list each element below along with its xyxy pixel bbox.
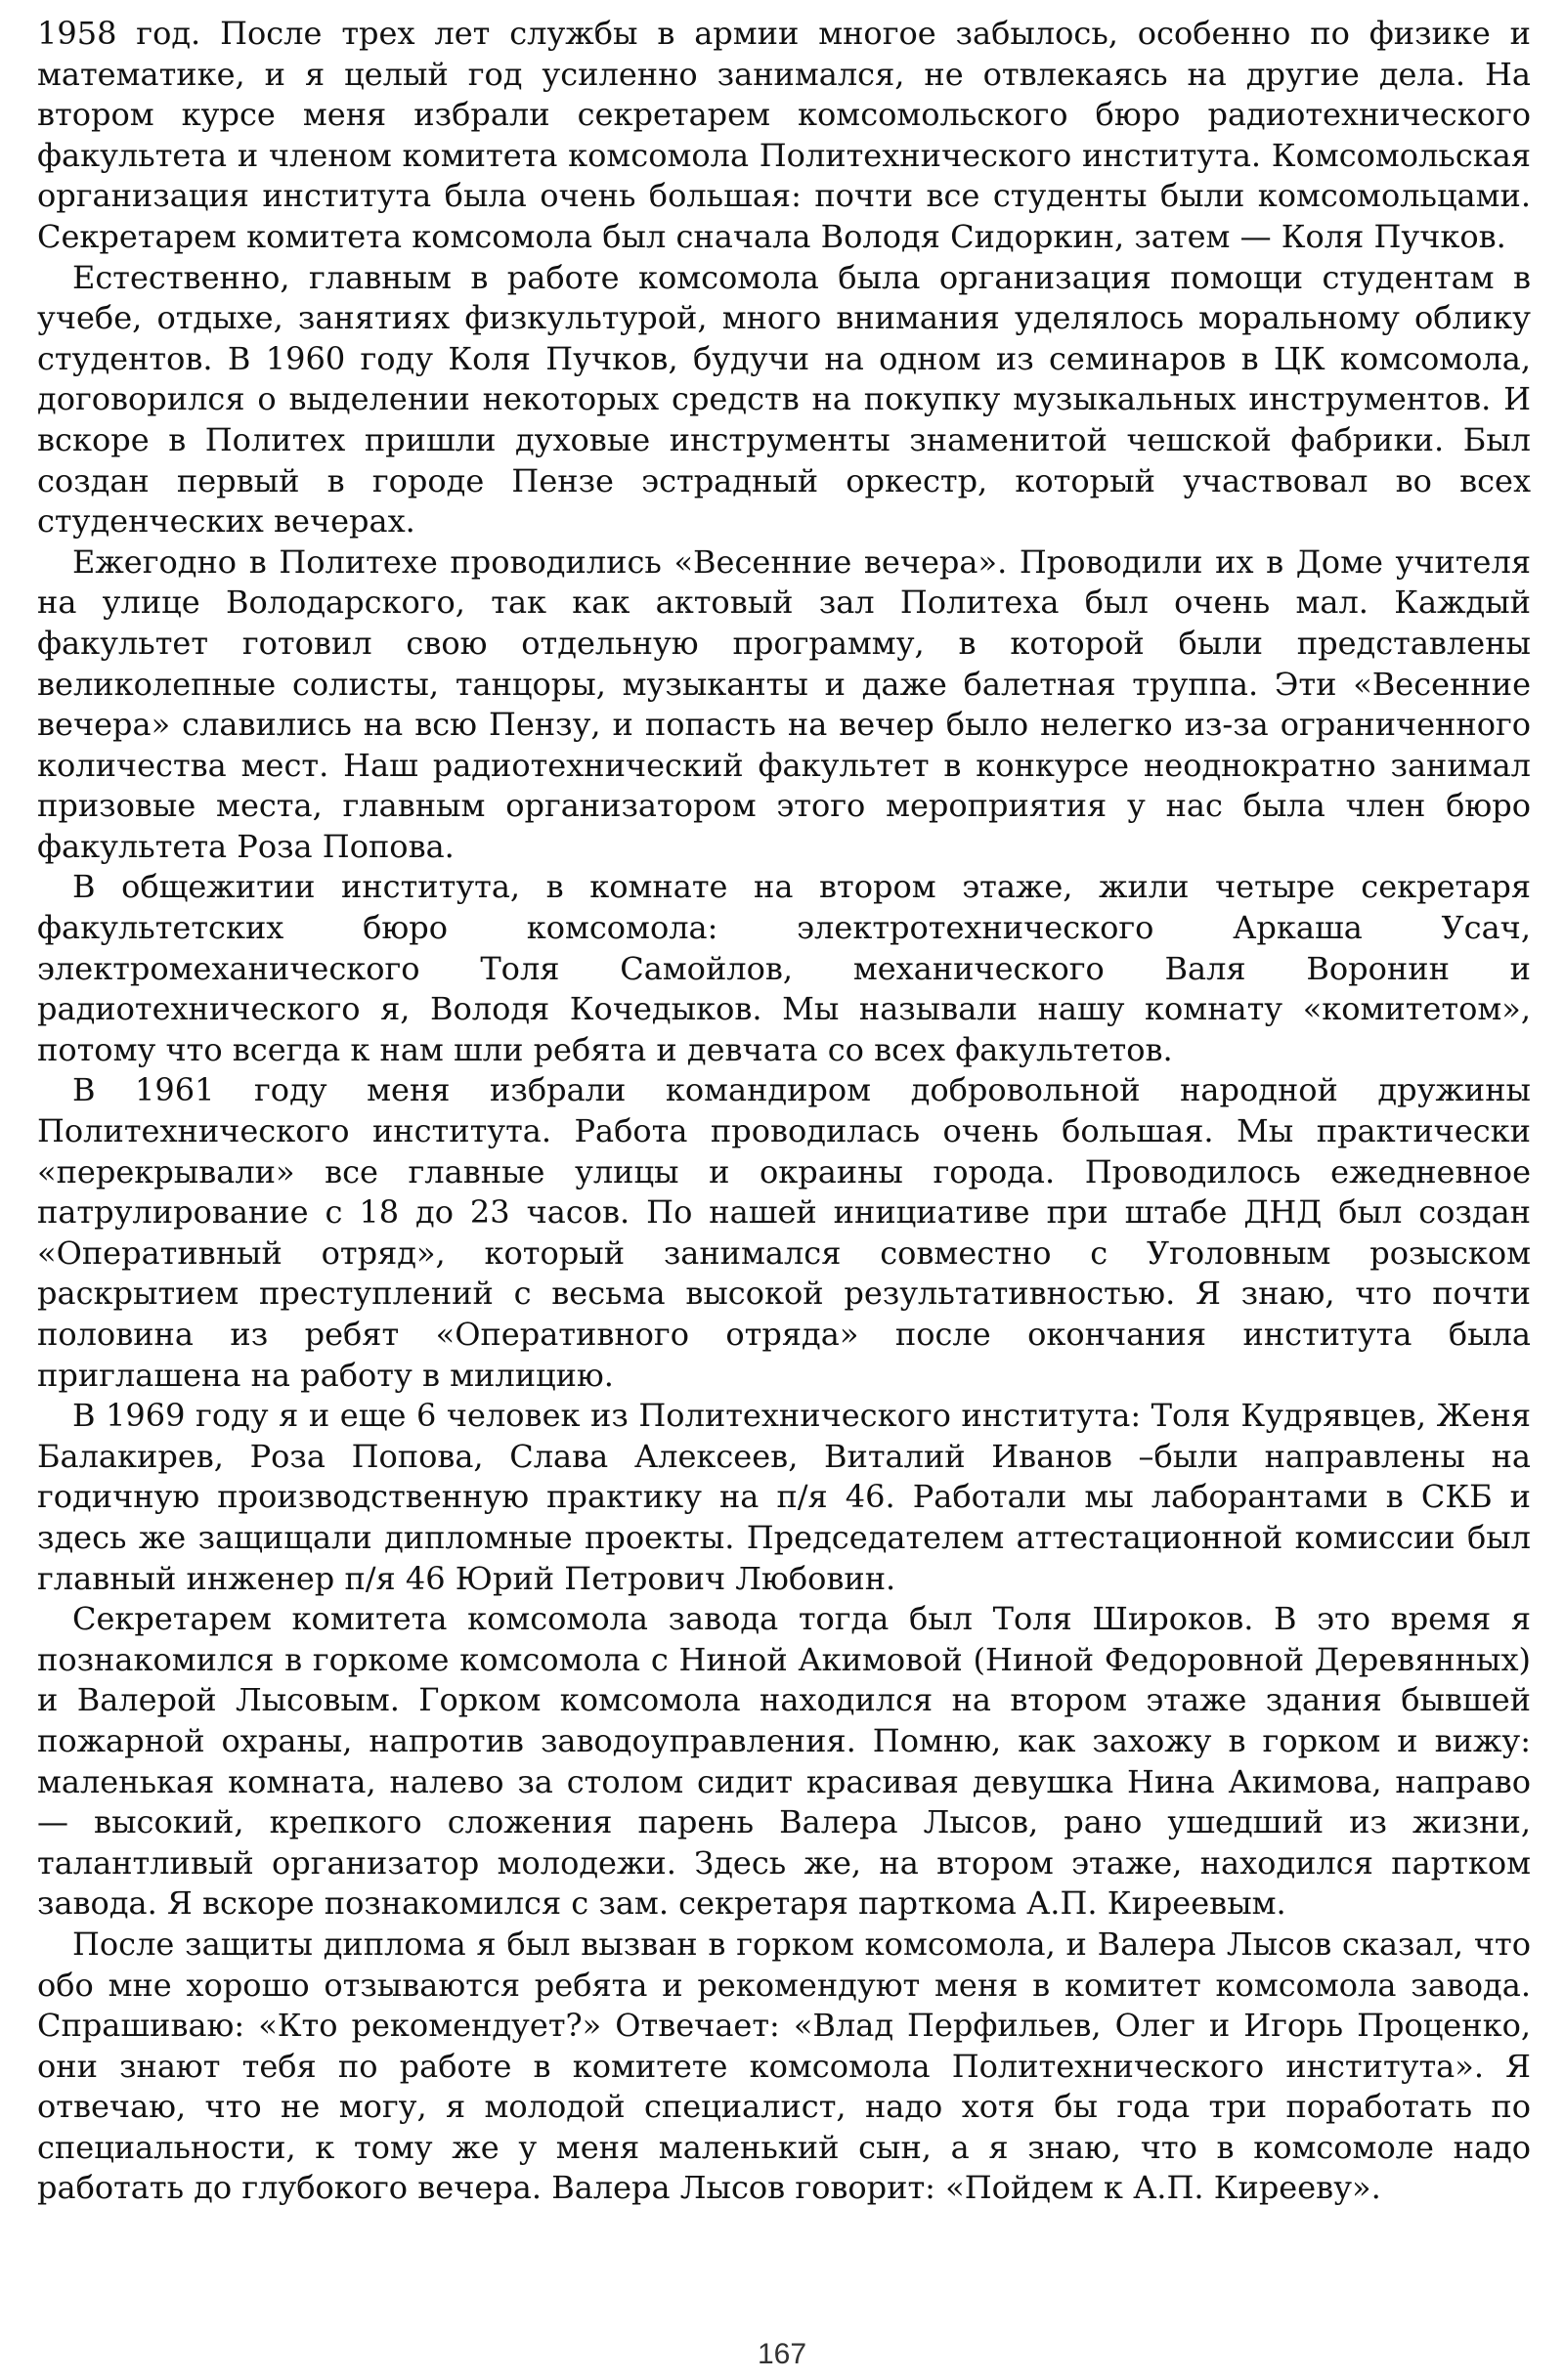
paragraph-1: 1958 год. После трех лет службы в армии многое забылось, особенно по физике и математике, и я целый год усиленно занимался, не отвлекаясь на другие дела. На втором курсе меня избрали секретарем комсомольского бюро радиотехнического факультета и членом комитета комсомола Политехнического института. Комсомольская организация института была очень большая: почти все студенты были комсомольцами. Секретарем комитета комсомола был сначала Володя Сидоркин, затем — Коля Пучков. bbox=[37, 15, 1531, 255]
paragraph-5: В 1961 году меня избрали командиром добровольной народной дружины Политехнического института. Работа проводилась очень большая. Мы практически «перекрывали» все главные улицы и окраины города. Проводилось ежедневное патрулирование с 18 до 23 часов. По нашей инициативе при штабе ДНД был создан «Оперативный отряд», который занимался совместно с Уголовным розыском раскрытием преступлений с весьма высокой результативностью. Я знаю, что почти половина из ребят «Оперативного отряда» после окончания института была приглашена на работу в милицию. bbox=[37, 1071, 1531, 1394]
paragraph-7: Секретарем комитета комсомола завода тогда был Толя Широков. В это время я познакомился в горкоме комсомола с Ниной Акимовой (Ниной Федоровной Деревянных) и Валерой Лысовым. Горком комсомола находился на втором этаже здания бывшей пожарной охраны, напротив заводоуправления. Помню, как захожу в горком и вижу: маленькая комната, налево за столом сидит красивая девушка Нина Акимова, направо — высокий, крепкого сложения парень Валера Лысов, рано ушедший из жизни, талантливый организатор молодежи. Здесь же, на втором этаже, находился партком завода. Я вскоре познакомился с зам. секретаря парткома А.П. Киреевым. bbox=[37, 1600, 1531, 1923]
page-body bbox=[37, 14, 1531, 2340]
paragraph-2: Естественно, главным в работе комсомола была организация помощи студентам в учебе, отдыхе, занятиях физкультурой, много внимания уделялось моральному облику студентов. В 1960 году Коля Пучков, будучи на одном из семинаров в ЦК комсомола, договорился о выделении некоторых средств на покупку музыкальных инструментов. И вскоре в Политех пришли духовые инструменты знаменитой чешской фабрики. Был создан первый в городе Пензе эстрадный оркестр, который участвовал во всех студенческих вечерах. bbox=[37, 258, 1531, 541]
page-number: 167 bbox=[757, 2338, 807, 2370]
paragraph-8: После защиты диплома я был вызван в горком комсомола, и Валера Лысов сказал, что обо мне хорошо отзываются ребята и рекомендуют меня в комитет комсомола завода. Спрашиваю: «Кто рекомендует?» Отвечает: «Влад Перфильев, Олег и Игорь Проценко, они знают тебя по работе в комитете комсомола Политехнического института». Я отвечаю, что не могу, я молодой специалист, надо хотя бы года три поработать по специальности, к тому же у меня маленький сын, а я знаю, что в комсомоле надо работать до глубокого вечера. Валера Лысов говорит: «Пойдем к А.П. Кирееву». bbox=[37, 1925, 1531, 2207]
paragraph-4: В общежитии института, в комнате на втором этаже, жили четыре секретаря факультетских бюро комсомола: электротехнического Аркаша Усач, электромеханического Толя Самойлов, механического Валя Воронин и радиотехнического я, Володя Кочедыков. Мы называли нашу комнату «комитетом», потому что всегда к нам шли ребята и девчата со всех факультетов. bbox=[37, 868, 1531, 1068]
paragraph-3: Ежегодно в Политехе проводились «Весенние вечера». Проводили их в Доме учителя на улице Володарского, так как актовый зал Политеха был очень мал. Каждый факультет готовил свою отдельную программу, в которой были представлены великолепные солисты, танцоры, музыканты и даже балетная труппа. Эти «Весенние вечера» славились на всю Пензу, и попасть на вечер было нелегко из-за ограниченного количества мест. Наш радиотехнический факультет в конкурсе неоднократно занимал призовые места, главным организатором этого мероприятия у нас была член бюро факультета Роза Попова. bbox=[37, 542, 1531, 865]
paragraph-6: В 1969 году я и еще 6 человек из Политехнического института: Толя Кудрявцев, Женя Балакирев, Роза Попова, Слава Алексеев, Виталий Иванов –были направлены на годичную производственную практику на п/я 46. Работали мы лаборантами в СКБ и здесь же защищали дипломные проекты. Председателем аттестационной комиссии был главный инженер п/я 46 Юрий Петрович Любовин. bbox=[37, 1397, 1531, 1597]
